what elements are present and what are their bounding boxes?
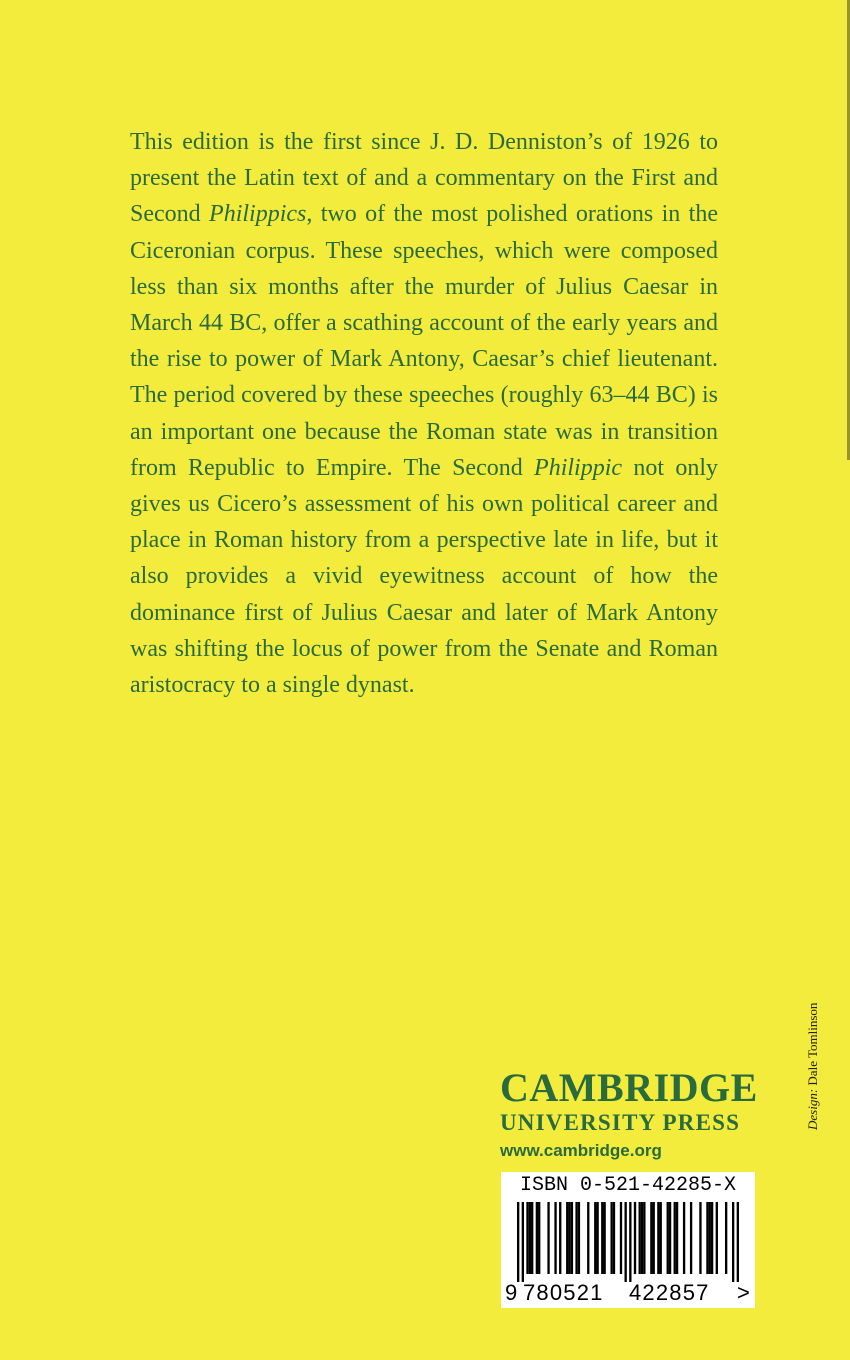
barcode-guard-bar (737, 1202, 739, 1282)
barcode-bar (620, 1202, 622, 1274)
barcode-bar (554, 1202, 556, 1274)
barcode-bar (653, 1202, 655, 1274)
barcode-bar (641, 1202, 643, 1274)
barcode-bar (660, 1202, 662, 1274)
barcode-bar (536, 1202, 538, 1274)
barcode-bar (639, 1202, 641, 1274)
barcode-bar (709, 1202, 711, 1274)
barcode-bar (603, 1202, 605, 1274)
barcode-digits (501, 1280, 755, 1306)
design-credit-name: Dale Tomlinson (805, 1002, 820, 1089)
blurb-text-2: , two of the most polished orations in the Ciceronian corpus. These speeches, which were composed less than six months after the murder of Julius Caesar in March 44 BC, offer a scathing account of the early years and the rise to power of Mark Antony, Caesar’s chief lieutenant. The period covered by these speeches (roughly 63–44 BC) is an important one because the Roman state was in transition from Republic to Empire. The Second (130, 201, 718, 481)
barcode-bar (559, 1202, 561, 1274)
blurb-text-3: not only gives us Cicero’s assessment of his own political career and place in Roman history from a perspective late in life, but it also provides a vivid eyewitness account of how the dominance first of Julius Caesar and later of Mark Antony was shifting the locus of power from the Senate and Roman aristocracy to a single dynast. (130, 454, 718, 699)
barcode-guard-bar (732, 1202, 734, 1282)
barcode-bar (575, 1202, 577, 1274)
barcode-bar (683, 1202, 685, 1274)
barcode-bars (517, 1202, 739, 1282)
publisher-logo (500, 1065, 758, 1162)
barcode-bar (674, 1202, 676, 1274)
barcode-bar (711, 1202, 713, 1274)
barcode-bar (634, 1202, 636, 1274)
barcode-bar (526, 1202, 528, 1274)
blurb-text-1: This edition is the first since J. D. Denniston’s of 1926 to present the Latin text of and a commentary on the First and Second (130, 129, 718, 228)
isbn-text: ISBN 0-521-42285-X (519, 1174, 737, 1197)
barcode-bar (538, 1202, 540, 1274)
barcode-bar (529, 1202, 531, 1274)
barcode-bar (531, 1202, 533, 1274)
barcode-guard-bar (517, 1202, 519, 1282)
barcode-bar (706, 1202, 708, 1274)
barcode-bar (613, 1202, 615, 1274)
barcode-guard-bar (624, 1202, 626, 1282)
barcode-bar (594, 1202, 596, 1274)
blurb-italic-philippics: Philippics (209, 201, 307, 228)
barcode-bar (601, 1202, 603, 1274)
barcode-bar (725, 1202, 727, 1274)
barcode-bar (716, 1202, 718, 1274)
barcode-bar (578, 1202, 580, 1274)
barcode-right-digits: 422857 (629, 1280, 710, 1305)
barcode-bar (690, 1202, 692, 1274)
barcode-bar (667, 1202, 669, 1274)
publisher-name: CAMBRIDGE (500, 1065, 758, 1110)
barcode-first-digit: 9 (505, 1280, 518, 1305)
barcode-quiet-zone-mark: > (737, 1280, 750, 1305)
barcode-left-digits: 780521 (523, 1280, 604, 1305)
barcode-panel (501, 1172, 755, 1308)
barcode-guard-bar (629, 1202, 631, 1282)
blurb-italic-philippic: Philippic (534, 454, 623, 481)
barcode-bar (643, 1202, 645, 1274)
barcode-bar (571, 1202, 573, 1274)
barcode-bar (699, 1202, 701, 1274)
barcode-guard-bar (522, 1202, 524, 1282)
barcode-bar (657, 1202, 659, 1274)
barcode-bar (676, 1202, 678, 1274)
barcode-bar (566, 1202, 568, 1274)
barcode-bar (669, 1202, 671, 1274)
barcode-bar (547, 1202, 549, 1274)
barcode-bar (650, 1202, 652, 1274)
design-credit (805, 1003, 821, 1130)
design-credit-label: Design: (805, 1088, 820, 1130)
publisher-press: UNIVERSITY PRESS (500, 1110, 741, 1135)
barcode-bar (596, 1202, 598, 1274)
publisher-url: www.cambridge.org (500, 1141, 662, 1160)
blurb-paragraph (130, 124, 718, 703)
barcode-bar (610, 1202, 612, 1274)
barcode-bar (587, 1202, 589, 1274)
barcode-bar (568, 1202, 570, 1274)
